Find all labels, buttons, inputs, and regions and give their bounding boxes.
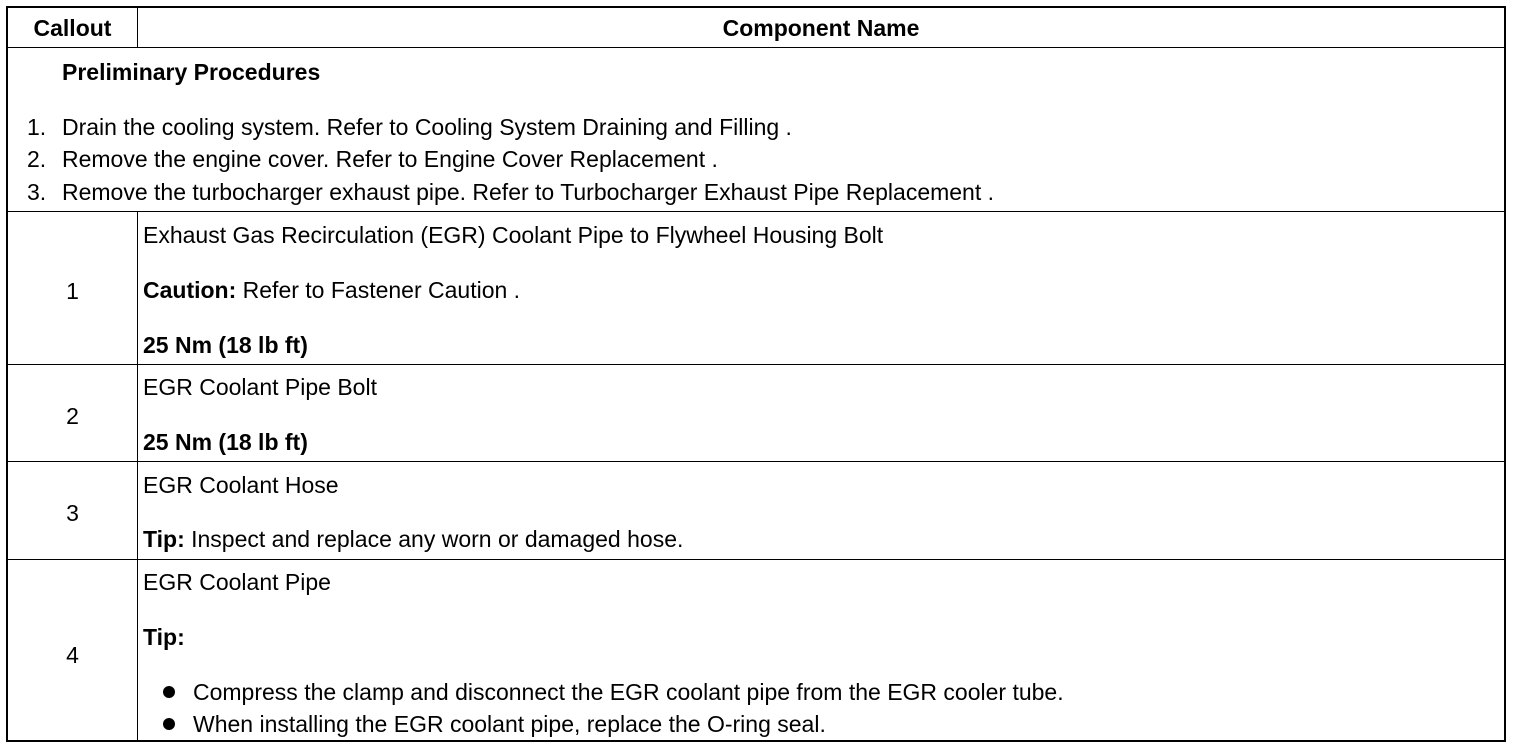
column-divider <box>137 211 138 740</box>
caution-text: Refer to Fastener Caution . <box>236 277 521 303</box>
component-name: EGR Coolant Pipe Bolt <box>143 374 377 400</box>
tip-note <box>143 526 683 552</box>
bullet-icon <box>163 718 175 730</box>
header-callout: Callout <box>33 15 112 41</box>
component-table <box>6 6 1506 742</box>
callout-number: 4 <box>66 642 79 668</box>
tip-bullet-item: Compress the clamp and disconnect the EGR coolant pipe from the EGR cooler tube. <box>193 679 1064 705</box>
tip-bullet-item: When installing the EGR coolant pipe, replace the O-ring seal. <box>193 711 826 737</box>
header-divider <box>137 8 138 48</box>
torque-spec: 25 Nm (18 lb ft) <box>143 332 308 358</box>
callout-number: 3 <box>66 500 79 526</box>
tip-text: Inspect and replace any worn or damaged hose. <box>184 526 684 552</box>
preliminary-title: Preliminary Procedures <box>62 59 321 85</box>
component-name: Exhaust Gas Recirculation (EGR) Coolant Pipe to Flywheel Housing Bolt <box>143 222 884 248</box>
step-text: Remove the turbocharger exhaust pipe. Refer to Turbocharger Exhaust Pipe Replacement . <box>62 179 995 205</box>
callout-number: 1 <box>66 278 79 304</box>
row-rule <box>8 364 1504 365</box>
bullet-icon <box>163 686 175 698</box>
tip-label: Tip: <box>143 526 185 552</box>
step-text: Remove the engine cover. Refer to Engine Cover Replacement . <box>62 146 718 172</box>
step-number: 1. <box>27 114 47 140</box>
step-number: 2. <box>27 146 47 172</box>
header-component-name: Component Name <box>722 15 920 41</box>
row-rule <box>8 461 1504 462</box>
row-rule <box>8 559 1504 560</box>
callout-number: 2 <box>66 403 79 429</box>
caution-label: Caution: <box>143 277 237 303</box>
component-name: EGR Coolant Pipe <box>143 569 331 595</box>
header-rule <box>8 47 1504 48</box>
torque-spec: 25 Nm (18 lb ft) <box>143 429 308 455</box>
tip-label: Tip: <box>143 624 185 650</box>
caution-note <box>143 277 520 303</box>
row-rule <box>8 211 1504 212</box>
step-number: 3. <box>27 179 47 205</box>
component-name: EGR Coolant Hose <box>143 472 339 498</box>
step-text: Drain the cooling system. Refer to Cooling System Draining and Filling . <box>62 114 792 140</box>
